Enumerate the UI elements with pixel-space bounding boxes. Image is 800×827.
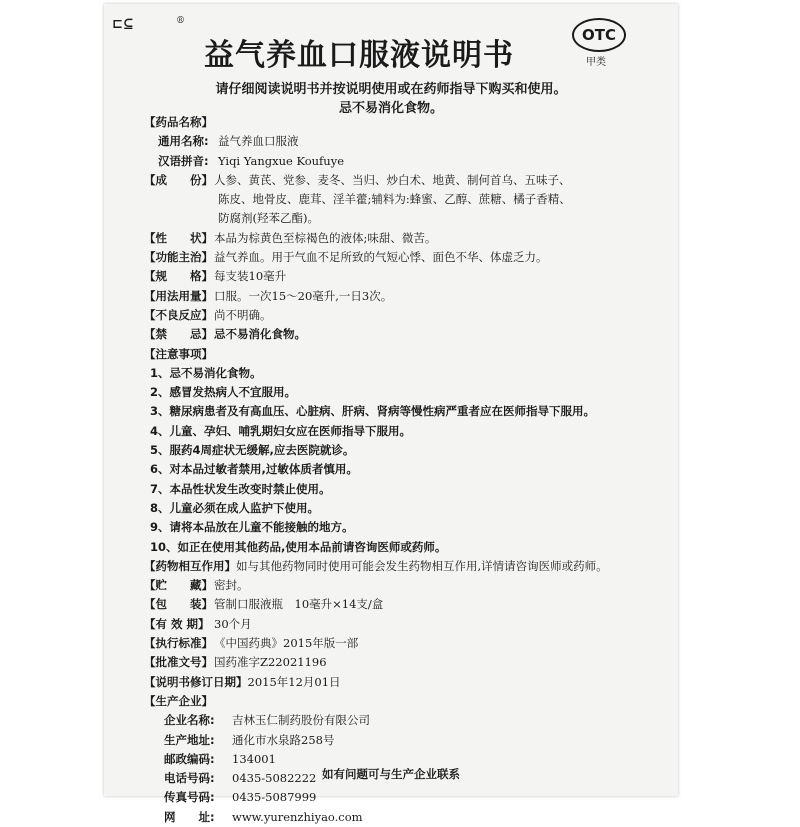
section-text: 《中国药典》2015年版一部: [214, 636, 359, 651]
precaution-item: 6、对本品过敏者禁用,过敏体质者慎用。: [150, 462, 358, 477]
field-label: 网 址:: [164, 809, 215, 824]
field-label: 通用名称:: [158, 134, 209, 149]
leaflet-sheet: [104, 4, 678, 824]
common-name-value: 益气养血口服液: [218, 134, 299, 149]
field-label: 邮政编码:: [164, 751, 215, 766]
section-label: 【有 效 期】: [144, 616, 210, 631]
section-interactions: [144, 557, 674, 576]
section-label: 【注意事项】: [144, 346, 213, 361]
otc-badge: OTC: [572, 18, 626, 52]
section-contraindications: [144, 325, 674, 344]
field-label: 企业名称:: [164, 713, 215, 728]
section-text: 30个月: [214, 616, 252, 631]
precaution-item: 7、本品性状发生改变时禁止使用。: [150, 481, 331, 496]
section-text: 口服。一次15～20毫升,一日3次。: [214, 288, 393, 303]
field-label: 生产地址:: [164, 732, 215, 747]
section-label: 【药物相互作用】: [144, 558, 236, 573]
section-text: 国药准字Z22021196: [214, 655, 327, 670]
section-standard: [144, 634, 674, 653]
common-name-row: [144, 132, 674, 151]
manufacturer-address-row: [144, 731, 674, 750]
section-label: 【规 格】: [144, 269, 213, 284]
diet-warning: 忌不易消化食物。: [338, 101, 443, 116]
section-label: 【药品名称】: [144, 115, 213, 129]
section-ingredients: [144, 171, 674, 190]
ingredients-line: 防腐剂(羟苯乙酯)。: [218, 211, 319, 226]
precaution-item: 9、请将本品放在儿童不能接触的地方。: [150, 520, 354, 535]
section-text: 2015年12月01日: [247, 674, 341, 689]
footer-contact-note: 如有问题可与生产企业联系: [322, 767, 460, 781]
section-label: 【贮 藏】: [144, 578, 213, 593]
field-label: 电话号码:: [164, 771, 215, 786]
manufacturer-address: 通化市水泉路258号: [232, 732, 335, 747]
pinyin-value: Yiqi Yangxue Koufuye: [218, 153, 345, 168]
section-appearance: [144, 229, 674, 248]
section-package: [144, 595, 674, 614]
manufacturer-postcode: 134001: [232, 751, 276, 766]
section-label: 【功能主治】: [144, 250, 213, 265]
precaution-item: 2、感冒发热病人不宜服用。: [150, 385, 297, 400]
section-revision-date: [144, 673, 674, 692]
section-label: 【生产企业】: [144, 693, 213, 708]
section-adverse-reactions: [144, 306, 674, 325]
ingredients-line: 人参、黄芪、党参、麦冬、当归、炒白术、地黄、制何首乌、五味子、: [214, 172, 571, 187]
manufacturer-name-row: [144, 711, 674, 730]
precaution-item: 1、忌不易消化食物。: [150, 365, 262, 380]
section-label: 【禁 忌】: [144, 327, 213, 342]
section-precautions: [144, 345, 674, 364]
otc-class-label: 甲类: [586, 57, 606, 68]
precaution-item: 5、服药4周症状无缓解,应去医院就诊。: [150, 443, 355, 458]
section-approval: [144, 653, 674, 672]
section-label: 【用法用量】: [144, 288, 213, 303]
manufacturer-website-row: [144, 808, 674, 827]
manufacturer-phone: 0435-5082222: [232, 771, 317, 786]
section-label: 【说明书修订日期】: [144, 674, 248, 689]
section-label: 【成 份】: [144, 172, 213, 187]
section-drug-name: [144, 113, 674, 132]
usage-warning: 请仔细阅读说明书并按说明使用或在药师指导下购买和使用。: [215, 82, 567, 97]
leaflet-content: [144, 113, 674, 827]
ingredients-continuation: [144, 209, 674, 228]
section-text: 管制口服液瓶 10毫升×14支/盒: [214, 597, 384, 612]
pinyin-row: [144, 152, 674, 171]
precaution-item: 10、如正在使用其他药品,使用本品前请咨询医师或药师。: [150, 539, 447, 554]
section-manufacturer: [144, 692, 674, 711]
logo-mark: ⊏⊆: [112, 17, 134, 32]
section-text: 密封。: [214, 578, 249, 593]
manufacturer-fax: 0435-5087999: [232, 790, 317, 805]
document-title: 益气养血口服液说明书: [204, 38, 514, 73]
section-label: 【批准文号】: [144, 655, 213, 670]
precaution-item: 3、糖尿病患者及有高血压、心脏病、肝病、肾病等慢性病严重者应在医师指导下服用。: [150, 404, 595, 419]
section-text: 本品为棕黄色至棕褐色的液体;味甜、微苦。: [214, 230, 437, 245]
section-specification: [144, 267, 674, 286]
section-text: 忌不易消化食物。: [214, 327, 306, 342]
section-label: 【性 状】: [144, 230, 213, 245]
ingredients-line: 陈皮、地骨皮、鹿茸、淫羊藿;辅料为:蜂蜜、乙醇、蔗糖、橘子香精、: [218, 192, 571, 207]
section-text: 尚不明确。: [214, 307, 272, 322]
section-storage: [144, 576, 674, 595]
section-label: 【执行标准】: [144, 636, 213, 651]
manufacturer-website: www.yurenzhiyao.com: [232, 809, 363, 824]
precaution-item: 8、儿童必须在成人监护下使用。: [150, 500, 319, 515]
section-indications: [144, 248, 674, 267]
precaution-item: 4、儿童、孕妇、哺乳期妇女应在医师指导下服用。: [150, 423, 411, 438]
ingredients-continuation: [144, 190, 674, 209]
manufacturer-name: 吉林玉仁制药股份有限公司: [232, 713, 370, 728]
company-logo: [112, 18, 134, 31]
section-text: 益气养血。用于气血不足所致的气短心悸、面色不华、体虚乏力。: [214, 250, 548, 265]
section-label: 【不良反应】: [144, 307, 213, 322]
section-dosage: [144, 287, 674, 306]
section-text: 如与其他药物同时使用可能会发生药物相互作用,详情请咨询医师或药师。: [236, 558, 608, 573]
field-label: 汉语拼音:: [158, 153, 209, 168]
field-label: 传真号码:: [164, 790, 215, 805]
registered-mark: ®: [176, 16, 185, 26]
section-text: 每支装10毫升: [214, 269, 287, 284]
section-validity: [144, 615, 674, 634]
section-label: 【包 装】: [144, 597, 213, 612]
manufacturer-fax-row: [144, 788, 674, 807]
